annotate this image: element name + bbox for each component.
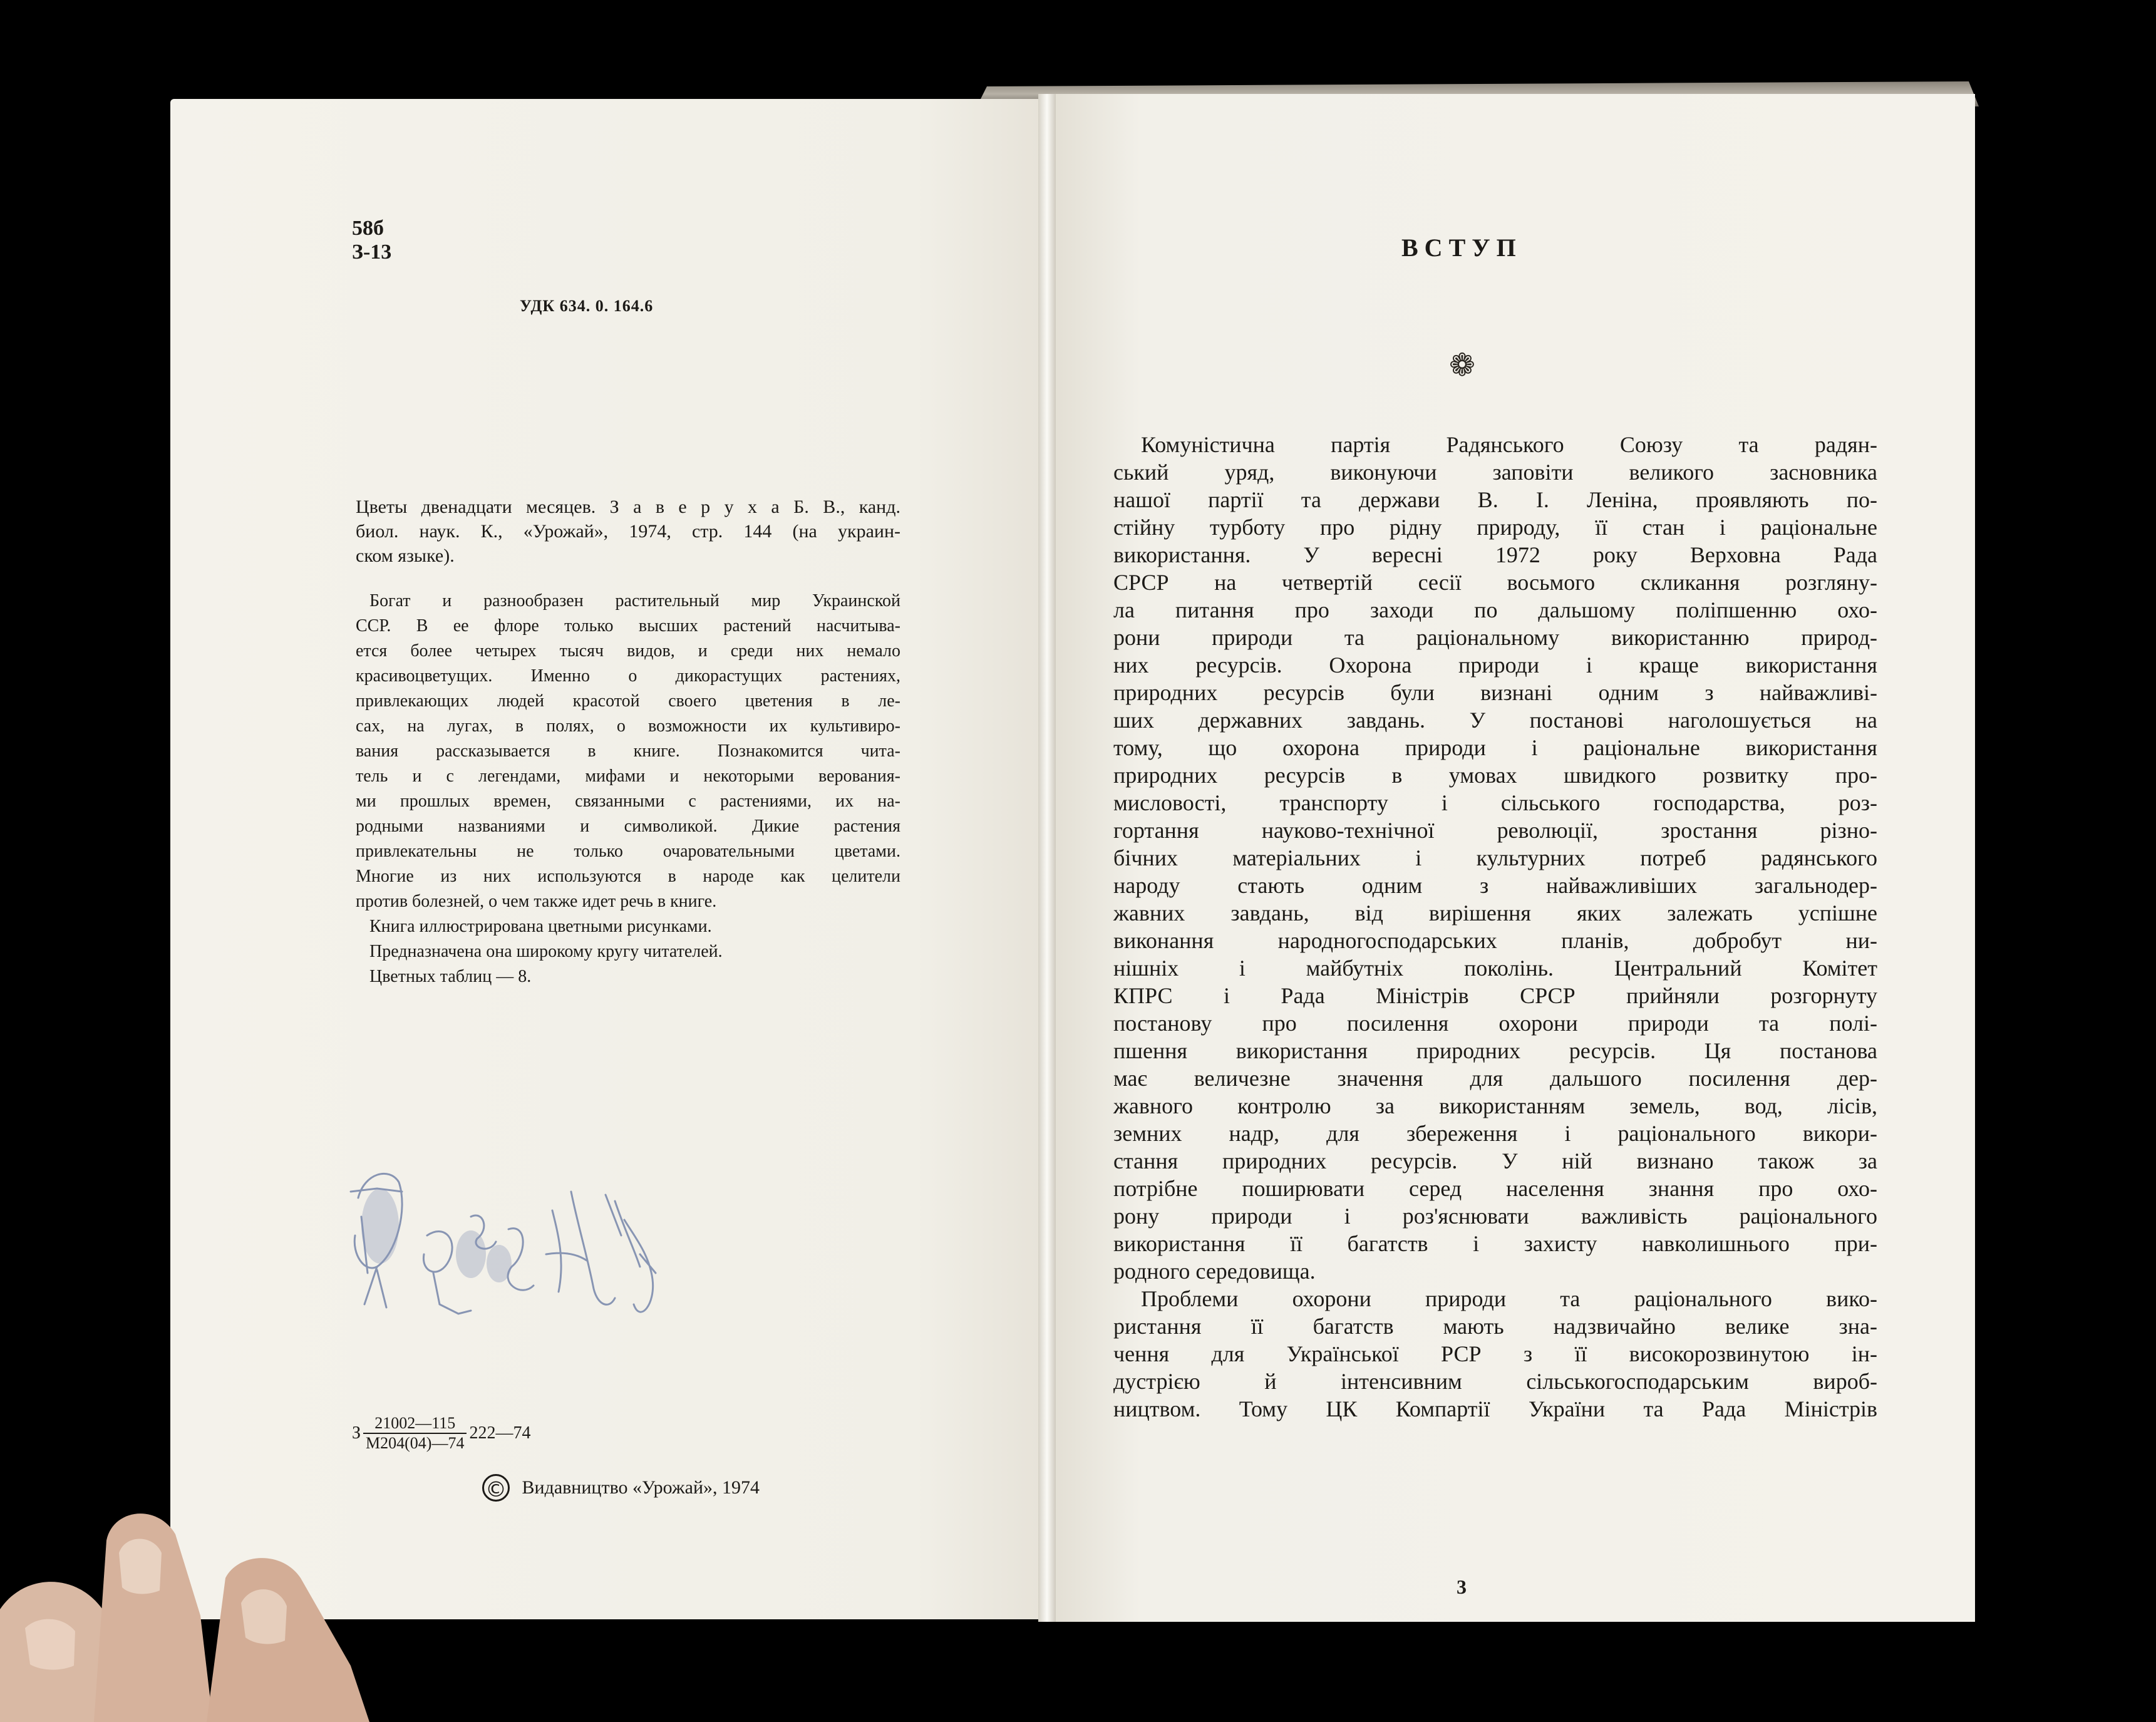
annotation-block — [356, 589, 900, 989]
chapter-body — [1113, 431, 1877, 1423]
body-line: ла питання про заходи по дальшому поліпшенню охо- — [1113, 597, 1877, 622]
code-suffix: 222—74 — [469, 1423, 531, 1443]
body-line: використання. У вересні 1972 року Верховна Рада — [1113, 542, 1877, 567]
body-line: виконання народногосподарських планів, добробут ни- — [1113, 928, 1877, 953]
body-line: ництвом. Тому ЦК Компартії України та Рада Міністрів — [1113, 1396, 1877, 1421]
classification-code-1: 58б — [352, 217, 384, 240]
body-line: Комуністична партія Радянського Союзу та радян- — [1141, 432, 1877, 457]
left-page — [170, 99, 1048, 1619]
thumb-fingers — [0, 1428, 376, 1722]
body-line: жавного контролю за використанням земель, вод, лісів, — [1113, 1093, 1877, 1118]
annotation-line: сах, на лугах, в полях, о возможности их культивиро- — [356, 716, 900, 736]
publishing-code — [352, 1414, 530, 1453]
copyright-line — [482, 1474, 760, 1502]
body-line: жавних завдань, від вирішення яких залежать успішне — [1113, 900, 1877, 925]
body-line: них ресурсів. Охорона природи і краще використання — [1113, 652, 1877, 678]
body-line: мисловості, транспорту і сільського господарства, роз- — [1113, 790, 1877, 815]
page-number: 3 — [1457, 1575, 1467, 1598]
body-line: КПРС і Рада Міністрів СРСР прийняли розгорнуту — [1113, 983, 1877, 1008]
body-line: тому, що охорона природи і раціональне використання — [1113, 735, 1877, 760]
right-page — [1048, 94, 1975, 1622]
handwritten-scribble — [339, 1066, 665, 1379]
annotation-line: ми прошлых времен, связанными с растениями, их на- — [356, 791, 900, 811]
annotation-line: тель и с легендами, мифами и некоторыми верования- — [356, 766, 900, 786]
annotation-line: ССР. В ее флоре только высших растений насчитыва- — [356, 616, 900, 636]
body-line: бічних матеріальних і культурних потреб радянського — [1113, 845, 1877, 870]
code-denominator: М204(04)—74 — [366, 1434, 465, 1452]
udk-code: УДК 634. 0. 164.6 — [520, 297, 654, 315]
code-fraction — [363, 1414, 467, 1453]
copyright-text: Видавництво «Урожай», 1974 — [522, 1477, 760, 1498]
annotation-line: вания рассказывается в книге. Познакомится чита- — [356, 741, 900, 761]
bibliographic-description — [356, 495, 900, 568]
body-line: має величезне значення для дальшого посилення дер- — [1113, 1066, 1877, 1091]
body-line: стійну турботу про рідну природу, її стан і раціональне — [1113, 515, 1877, 540]
copyright-icon: © — [482, 1474, 510, 1502]
annotation-line: привлекательны не только очаровательными цветами. — [356, 842, 900, 861]
classification-code-2: З-13 — [352, 240, 392, 264]
body-line: земних надр, для збереження і раціонального викори- — [1113, 1121, 1877, 1146]
body-line: рону природи і роз'яснювати важливість раціонального — [1113, 1204, 1877, 1229]
annotation-line: Цветных таблиц — 8. — [369, 967, 532, 986]
annotation-line: Книга иллюстрирована цветными рисунками. — [369, 917, 712, 936]
annotation-line: Предназначена она широкому кругу читателей. — [369, 942, 723, 961]
body-line: пшення використання природних ресурсів. Ця постанова — [1113, 1038, 1877, 1063]
body-line: використання її багатств і захисту навколишнього при- — [1113, 1231, 1877, 1256]
flower-ornament-icon: ❁ — [1449, 348, 1475, 383]
bib-line: Цветы двенадцати месяцев. З а в е р у х а Б. В., канд. — [356, 497, 900, 517]
annotation-line: привлекающих людей красотой своего цветения в ле- — [356, 691, 900, 711]
body-line: постанову про посилення охорони природи та полі- — [1113, 1011, 1877, 1036]
body-line: народу стають одним з найважливіших загальнодер- — [1113, 873, 1877, 898]
body-line: ський уряд, виконуючи заповіти великого засновника — [1113, 460, 1877, 485]
code-numerator: 21002—115 — [363, 1414, 467, 1434]
annotation-line: Многие из них используются в народе как целители — [356, 867, 900, 886]
body-line: ристання її багатств мають надзвичайно велике зна- — [1113, 1314, 1877, 1339]
body-line: Проблеми охорони природи та раціонального вико- — [1141, 1286, 1877, 1311]
code-prefix: З — [352, 1423, 361, 1443]
body-line: природних ресурсів в умовах швидкого розвитку про- — [1113, 763, 1877, 788]
bib-line: ском языке). — [356, 545, 455, 566]
body-line: гортання науково-технічної революції, зростання різно- — [1113, 818, 1877, 843]
annotation-line: против болезней, о чем также идет речь в книге. — [356, 892, 717, 911]
body-line: нашої партії та держави В. І. Леніна, проявляють по- — [1113, 487, 1877, 512]
body-line: родного середовища. — [1113, 1259, 1316, 1284]
annotation-line: Богат и разнообразен растительный мир Украинской — [369, 591, 900, 611]
body-line: нішніх і майбутніх поколінь. Центральний Комітет — [1113, 956, 1877, 981]
body-line: СРСР на четвертій сесії восьмого скликання розгляну- — [1113, 570, 1877, 595]
body-line: дустрією й інтенсивним сільськогосподарським вироб- — [1113, 1369, 1877, 1394]
book-spine — [1038, 94, 1056, 1622]
body-line: природних ресурсів були визнані одним з найважливі- — [1113, 680, 1877, 705]
body-line: стання природних ресурсів. У ній визнано також за — [1113, 1148, 1877, 1173]
annotation-line: ется более четырех тысяч видов, и среди них немало — [356, 641, 900, 661]
body-line: ших державних завдань. У постанові наголошується на — [1113, 708, 1877, 733]
bib-line: биол. наук. К., «Урожай», 1974, стр. 144 (на украин- — [356, 521, 900, 542]
chapter-title: ВСТУП — [1401, 234, 1522, 262]
body-line: чення для Української РСР з її високорозвинутою ін- — [1113, 1341, 1877, 1366]
annotation-line: красивоцветущих. Именно о дикорастущих растениях, — [356, 666, 900, 686]
body-line: рони природи та раціональному використанню природ- — [1113, 625, 1877, 650]
annotation-line: родными названиями и символикой. Дикие растения — [356, 817, 900, 836]
body-line: потрібне поширювати серед населення знання про охо- — [1113, 1176, 1877, 1201]
